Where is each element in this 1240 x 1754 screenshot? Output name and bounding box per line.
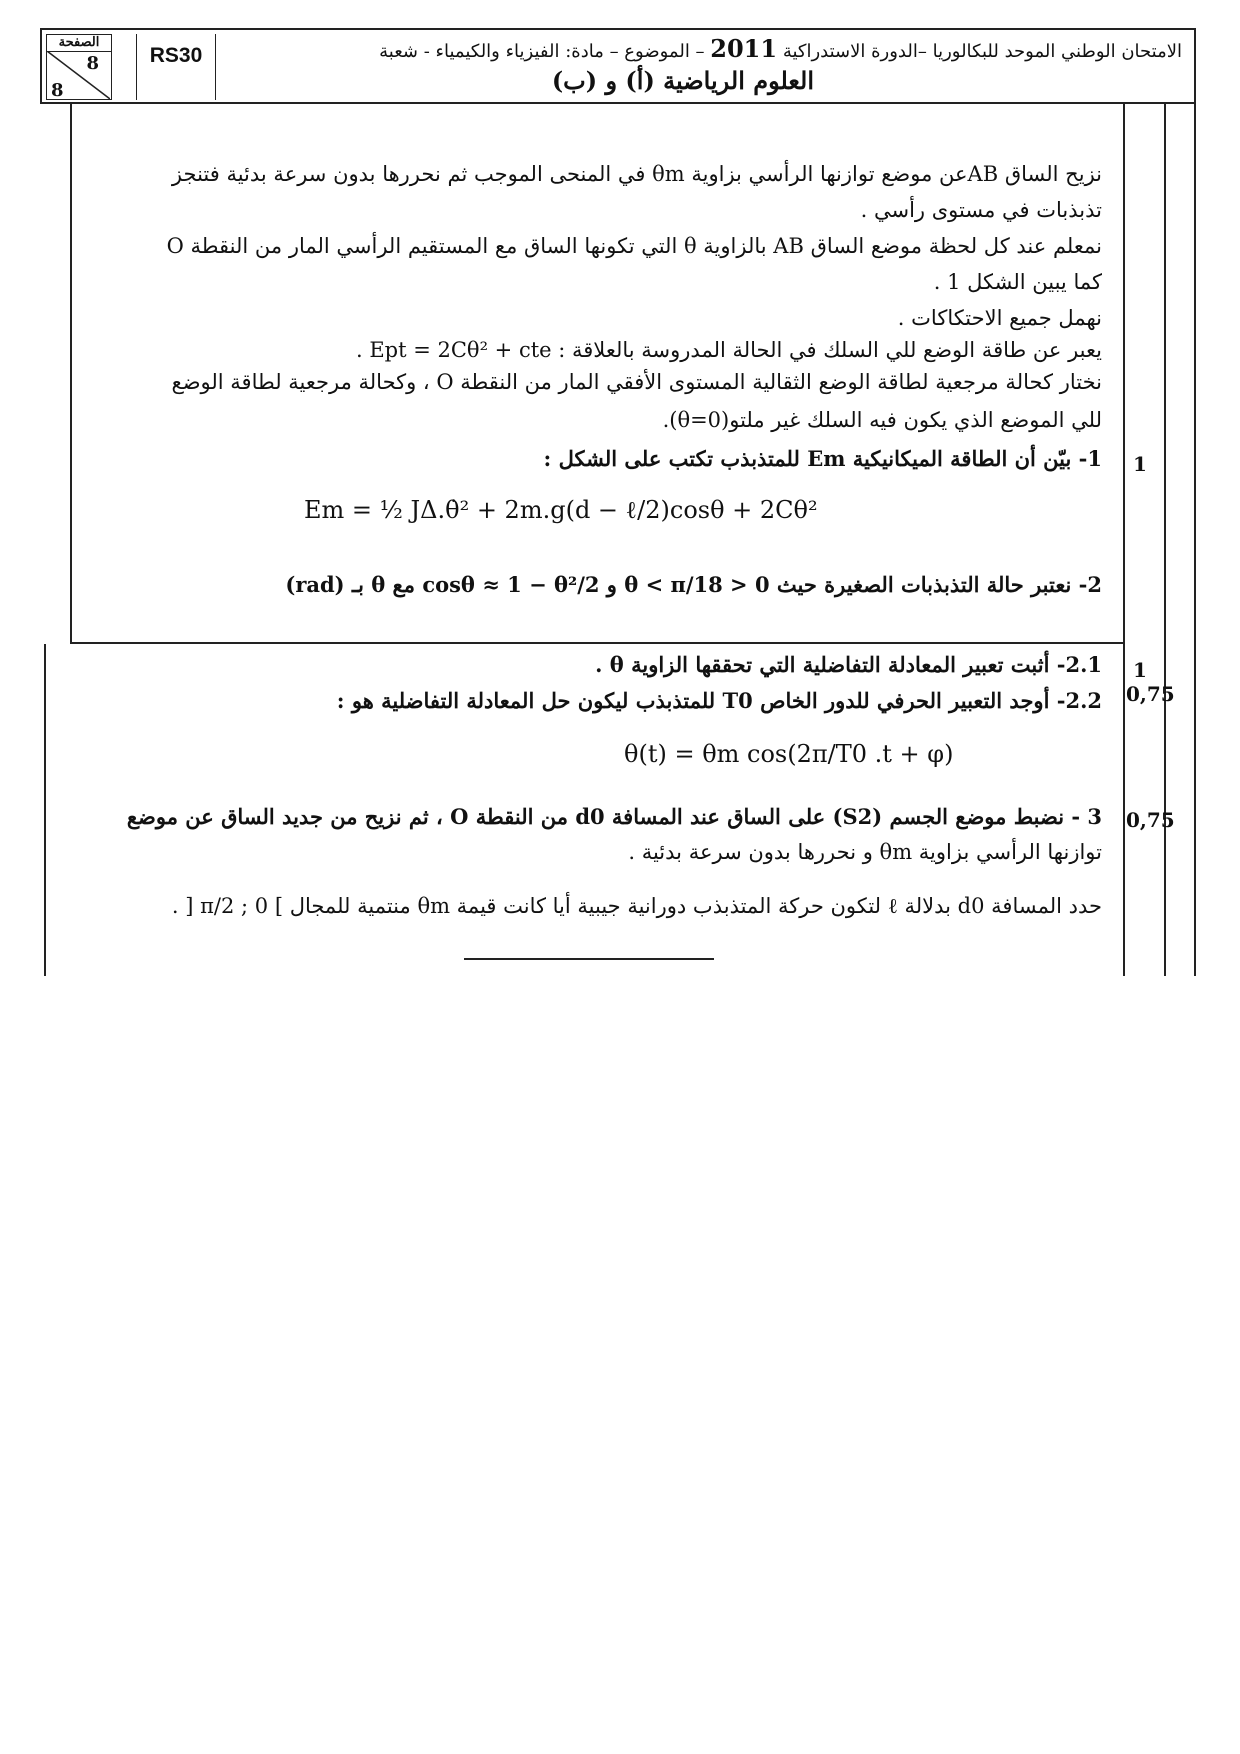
question-2-2: 2.2- أوجد التعبير الحرفي للدور الخاص T0 للمتذبذب ليكون حل المعادلة التفاضلية هو : — [336, 688, 1102, 713]
mark-q2-1: 1 — [1133, 658, 1147, 682]
title-part-a: الامتحان الوطني الموحد للبكالوريا –الدورة الاستدراكية — [782, 41, 1182, 62]
question-2-1: 2.1- أثبت تعبير المعادلة التفاضلية التي تحققها الزاوية θ . — [595, 652, 1102, 677]
page-number: 8 — [86, 53, 99, 74]
equation-solution: θ(t) = θm cos(2π/T0 .t + φ) — [624, 740, 954, 768]
section-divider — [70, 642, 1124, 644]
question-3-line-3: حدد المسافة d0 بدلالة ℓ لتكون حركة المتذبذب دورانية جيبية أيا كانت قيمة θm منتمية للمجال ] 0 ; π/2 [ . — [171, 894, 1102, 918]
question-1: 1- بيّن أن الطاقة الميكانيكية Em للمتذبذب تكتب على الشكل : — [543, 446, 1102, 471]
intro-line-1: نزيح الساق ABعن موضع توازنها الرأسي بزاوية θm في المنحى الموجب ثم نحررها بدون سرعة بدئية فتنجز — [171, 162, 1102, 186]
page-border-right — [1194, 104, 1196, 976]
equation-mechanical-energy: Em = ½ JΔ.θ̇² + 2m.g(d − ℓ/2)cosθ + 2Cθ² — [304, 496, 818, 524]
question-3-line-2: توازنها الرأسي بزاوية θm و نحررها بدون سرعة بدئية . — [628, 840, 1102, 864]
exam-page — [40, 28, 1196, 976]
mark-q1: 1 — [1133, 452, 1147, 476]
intro-line-7: نختار كحالة مرجعية لطاقة الوضع الثقالية المستوى الأفقي المار من النقطة O ، وكحالة مرجعية لطاقة الوضع — [171, 370, 1102, 394]
question-3-line-1: 3 - نضبط موضع الجسم (S2) على الساق عند المسافة d0 من النقطة O ، ثم نزيح من جديد الساق عن موضع — [126, 804, 1102, 829]
title-part-b: – الموضوع – مادة: الفيزياء والكيمياء - شعبة — [379, 41, 705, 62]
page-border-left-top — [70, 104, 72, 644]
margin-divider-inner — [1123, 104, 1125, 976]
intro-line-5: نهمل جميع الاحتكاكات . — [897, 306, 1102, 330]
exam-year: 2011 — [710, 34, 778, 63]
intro-line-8: للي الموضع الذي يكون فيه السلك غير ملتو(θ=0). — [662, 408, 1102, 432]
exam-code: RS30 — [136, 34, 216, 100]
page-border-left-bottom — [44, 644, 46, 976]
margin-divider-right — [1164, 104, 1166, 976]
header-title-line1 — [379, 34, 1182, 63]
page-header — [40, 28, 1196, 104]
mark-q3: 0,75 — [1126, 808, 1175, 832]
mark-q2-2: 0,75 — [1126, 682, 1175, 706]
page-total: 8 — [51, 80, 64, 101]
intro-line-6: يعبر عن طاقة الوضع للي السلك في الحالة المدروسة بالعلاقة : Ept = 2Cθ² + cte . — [355, 338, 1102, 362]
intro-line-4: كما يبين الشكل 1 . — [933, 270, 1102, 294]
intro-line-2: تذبذبات في مستوى رأسي . — [860, 198, 1102, 222]
end-separator — [464, 958, 714, 960]
page-number-box — [46, 34, 112, 100]
header-title-line2: العلوم الرياضية (أ) و (ب) — [551, 66, 814, 95]
intro-line-3: نمعلم عند كل لحظة موضع الساق AB بالزاوية θ التي تكونها الساق مع المستقيم الرأسي المار من النقطة O — [166, 234, 1102, 258]
page-label: الصفحة — [47, 35, 111, 52]
question-2: 2- نعتبر حالة التذبذبات الصغيرة حيث 0 < θ < π/18 و cosθ ≈ 1 − θ²/2 مع θ بـ (rad) — [285, 572, 1102, 597]
